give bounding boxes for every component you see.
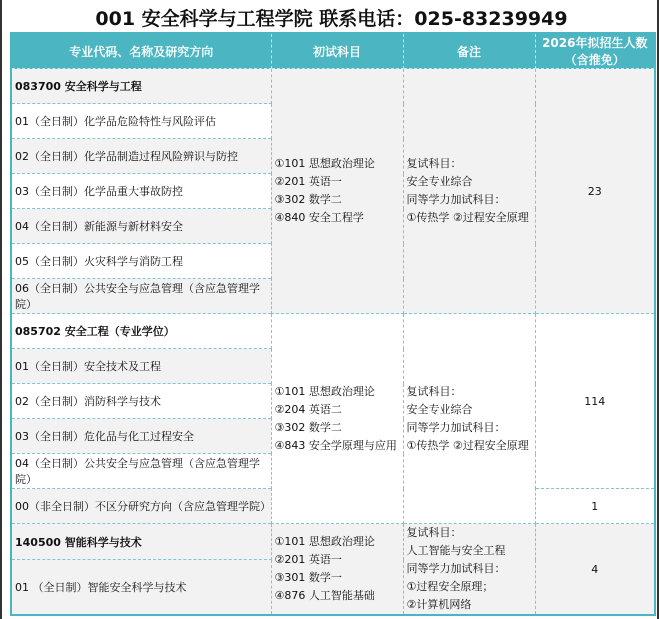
list-line: ①101 思想政治理论 [274,535,375,548]
list-line: ②204 英语二 [274,402,342,416]
direction: 04（全日制）公共安全与应急管理（含应急管理学院） [11,454,271,489]
list-line: ③302 数学二 [274,420,342,434]
header-row [11,33,655,69]
list-line: 同等学力加试科目： [406,420,506,434]
direction: 01 （全日制）智能安全科学与技术 [11,560,271,615]
direction: 03（全日制）危化品与化工过程安全 [11,419,271,454]
notes [403,524,535,616]
direction: 01（全日制）安全技术及工程 [11,349,271,384]
list-line: ②201 英语一 [274,175,342,188]
notes [403,69,535,314]
list-line: ③301 数学一 [274,571,342,584]
list-line: 复试科目： [406,526,462,539]
list-line: ②计算机网络 [406,598,472,611]
major-title: 085702 安全工程（专业学位） [11,314,271,349]
direction: 04（全日制）新能源与新材料安全 [11,209,271,244]
exam-subjects [271,314,403,524]
direction: 01（全日制）化学品危险特性与风险评估 [11,104,271,139]
direction: 02（全日制）化学品制造过程风险辨识与防控 [11,139,271,174]
direction: 05（全日制）火灾科学与消防工程 [11,244,271,279]
direction: 00（非全日制）不区分研究方向（含应急管理学院） [11,489,271,524]
major-title: 140500 智能科学与技术 [11,524,271,560]
list-line: ④843 安全学原理与应用 [274,438,397,452]
list-line: 同等学力加试科目： [406,562,506,575]
list-line: ①过程安全原理； [406,580,494,593]
notes [403,314,535,524]
header-exams: 初试科目 [271,33,403,69]
quota: 23 [535,69,655,314]
exam-subjects [271,524,403,616]
list-line: ①传热学 ②过程安全原理 [406,211,529,224]
major-title: 083700 安全科学与工程 [11,69,271,104]
list-line: ①101 思想政治理论 [274,384,375,398]
list-line: ②201 英语一 [274,553,342,566]
list-line: ④876 人工智能基础 [274,589,375,602]
list-line: 复试科目： [406,384,462,398]
list-line: 复试科目： [406,157,462,170]
direction: 03（全日制）化学品重大事故防控 [11,174,271,209]
header-notes: 备注 [403,33,535,69]
list-line: ①101 思想政治理论 [274,157,375,170]
header-major: 专业代码、名称及研究方向 [11,33,271,69]
direction: 06（全日制）公共安全与应急管理（含应急管理学院） [11,279,271,314]
list-line: ③302 数学二 [274,193,342,206]
quota: 4 [535,524,655,616]
list-line: ④840 安全工程学 [274,211,364,224]
quota-part-time: 1 [535,489,655,524]
list-line: 安全专业综合 [406,175,473,188]
list-line: 安全专业综合 [406,402,473,416]
list-line: 同等学力加试科目： [406,193,506,206]
direction: 02（全日制）消防科学与技术 [11,384,271,419]
header-quota: 2026年拟招生人数（含推免） [535,33,655,69]
list-line: 人工智能与安全工程 [406,544,506,557]
quota: 114 [535,314,655,489]
page-title: 001 安全科学与工程学院 联系电话：025-83239949 [95,8,568,30]
admissions-table [10,32,656,616]
list-line: ①传热学 ②过程安全原理 [406,438,529,452]
exam-subjects [271,69,403,314]
